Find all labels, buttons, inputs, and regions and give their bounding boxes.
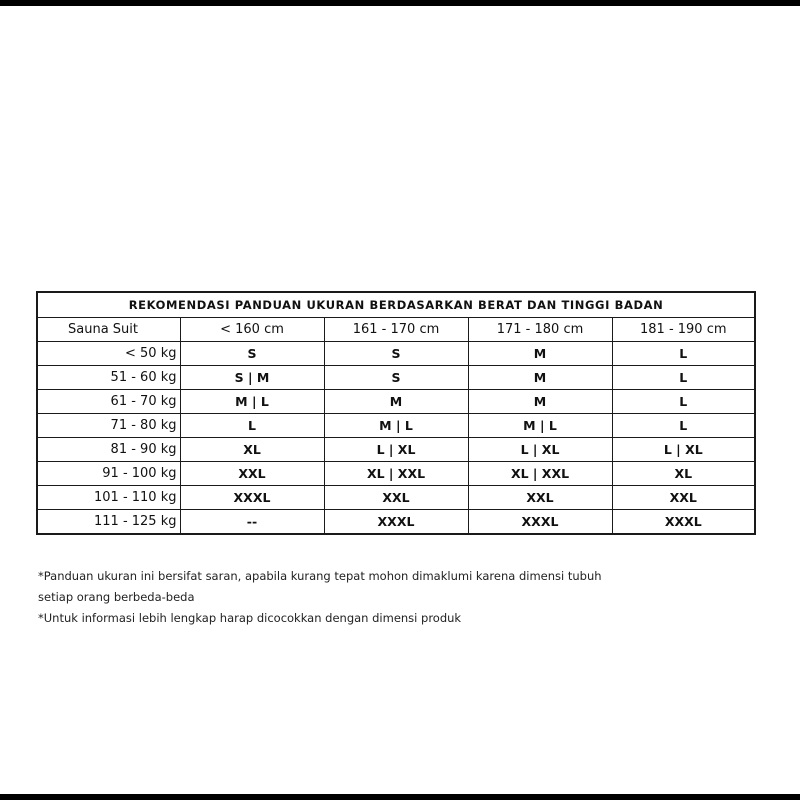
size-cell: -- — [180, 510, 324, 535]
table-row — [37, 462, 755, 486]
size-cell: M — [468, 390, 612, 414]
weight-label: 101 - 110 kg — [37, 486, 180, 510]
size-cell: S | M — [180, 366, 324, 390]
table-row — [37, 390, 755, 414]
size-cell: XXXL — [324, 510, 468, 535]
size-cell: XXXL — [180, 486, 324, 510]
size-cell: XXL — [612, 486, 755, 510]
size-table — [36, 291, 756, 535]
weight-label: 81 - 90 kg — [37, 438, 180, 462]
notes-section — [38, 566, 768, 629]
weight-label: < 50 kg — [37, 342, 180, 366]
size-chart — [36, 291, 754, 535]
table-row — [37, 438, 755, 462]
height-header: 161 - 170 cm — [324, 318, 468, 342]
height-header: < 160 cm — [180, 318, 324, 342]
size-cell: L — [180, 414, 324, 438]
title-row — [37, 292, 755, 318]
size-cell: L — [612, 342, 755, 366]
size-cell: L — [612, 390, 755, 414]
table-row — [37, 342, 755, 366]
size-cell: M | L — [324, 414, 468, 438]
size-cell: L — [612, 366, 755, 390]
size-cell: M | L — [468, 414, 612, 438]
table-row — [37, 486, 755, 510]
weight-label: 111 - 125 kg — [37, 510, 180, 535]
size-cell: S — [324, 366, 468, 390]
table-title: REKOMENDASI PANDUAN UKURAN BERDASARKAN BERAT DAN TINGGI BADAN — [37, 292, 755, 318]
size-cell: M | L — [180, 390, 324, 414]
size-cell: L | XL — [612, 438, 755, 462]
height-header: 181 - 190 cm — [612, 318, 755, 342]
note-line: setiap orang berbeda-beda — [38, 590, 195, 604]
size-cell: M — [468, 342, 612, 366]
size-cell: L — [612, 414, 755, 438]
header-row — [37, 318, 755, 342]
height-header: 171 - 180 cm — [468, 318, 612, 342]
note-line: *Panduan ukuran ini bersifat saran, apabila kurang tepat mohon dimaklumi karena dimensi tubuh — [38, 569, 602, 583]
size-cell: XXXL — [612, 510, 755, 535]
size-cell: XL | XXL — [324, 462, 468, 486]
size-cell: M — [468, 366, 612, 390]
size-cell: XXL — [468, 486, 612, 510]
size-cell: XL — [612, 462, 755, 486]
size-cell: XL — [180, 438, 324, 462]
top-border-bar — [0, 0, 800, 6]
size-cell: L | XL — [468, 438, 612, 462]
size-cell: XXXL — [468, 510, 612, 535]
table-row — [37, 366, 755, 390]
note-line: *Untuk informasi lebih lengkap harap dicocokkan dengan dimensi produk — [38, 611, 462, 625]
weight-label: 61 - 70 kg — [37, 390, 180, 414]
size-cell: L | XL — [324, 438, 468, 462]
table-row — [37, 510, 755, 535]
weight-label: 51 - 60 kg — [37, 366, 180, 390]
size-cell: S — [324, 342, 468, 366]
size-cell: M — [324, 390, 468, 414]
size-cell: XXL — [180, 462, 324, 486]
size-cell: S — [180, 342, 324, 366]
table-row — [37, 414, 755, 438]
size-cell: XXL — [324, 486, 468, 510]
bottom-border-bar — [0, 794, 800, 800]
size-cell: XL | XXL — [468, 462, 612, 486]
weight-label: 91 - 100 kg — [37, 462, 180, 486]
weight-label: 71 - 80 kg — [37, 414, 180, 438]
corner-label: Sauna Suit — [37, 318, 180, 342]
